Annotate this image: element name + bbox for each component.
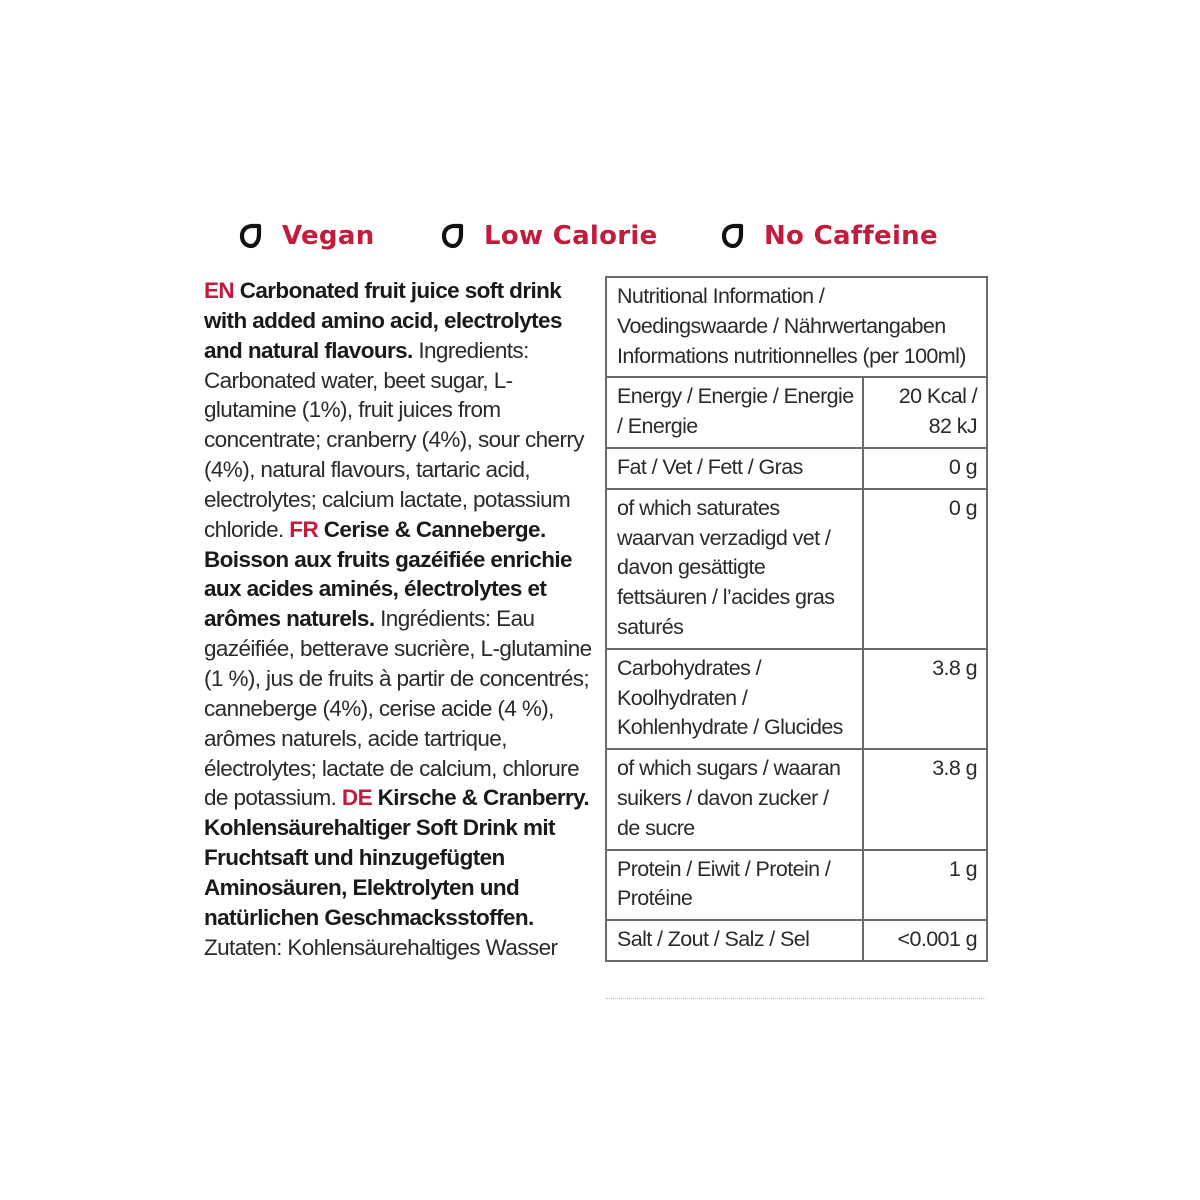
lang-code-fr: FR <box>283 516 319 542</box>
ingredients-en: Ingredients: Carbonated water, beet sugar, L-glutamine (1%), fruit juices from concentrate; cranberry (4%), sour cherry (4%), natural flavours, tartaric acid, electrolytes; calcium lactate, potassium chloride. <box>204 337 584 542</box>
nutrient-value: 1 g <box>863 850 987 921</box>
ingredients-fr: Ingrédients: Eau gazéifiée, betterave sucrière, L-glutamine (1 %), jus de fruits à partir de concentrés; canneberge (4%), cerise acide (4 %), arômes naturels, acide tartrique, électrolytes; lactate de calcium, chlorure de potassium. <box>204 606 592 811</box>
table-cut-edge <box>606 998 986 1003</box>
badge-label: Vegan <box>282 221 375 251</box>
nutrient-value: 0 g <box>863 448 987 489</box>
table-row <box>606 850 987 921</box>
leaf-icon <box>718 221 748 251</box>
nutrient-label: of which saturates waarvan verzadigd vet / davon gesättigte fettsäuren / l’acides gras saturés <box>606 489 863 649</box>
ingredients-de: Zutaten: Kohlensäurehaltiges Wasser <box>204 934 558 960</box>
table-row <box>606 448 987 489</box>
nutrient-value: 3.8 g <box>863 749 987 849</box>
nutrition-header: Nutritional Information / Voedingswaarde / Nährwertangaben Informations nutritionnelles (per 100ml) <box>606 277 987 377</box>
nutrition-table <box>605 276 988 962</box>
nutrient-label: Fat / Vet / Fett / Gras <box>606 448 863 489</box>
nutrition-header-row <box>606 277 987 377</box>
badge-label: Low Calorie <box>484 221 658 251</box>
nutrient-label: Energy / Energie / Energie / Energie <box>606 377 863 448</box>
badge-vegan <box>236 216 375 256</box>
badge-no-caffeine <box>718 216 938 256</box>
nutrient-label: Salt / Zout / Salz / Sel <box>606 920 863 961</box>
lang-code-de: DE <box>336 785 372 811</box>
table-row <box>606 920 987 961</box>
nutrient-value: <0.001 g <box>863 920 987 961</box>
ingredients-text <box>204 276 596 1004</box>
product-title-en: Carbonated fruit juice soft drink with added amino acid, electrolytes and natural flavours. <box>204 278 562 363</box>
badge-label: No Caffeine <box>764 221 938 251</box>
table-row <box>606 489 987 649</box>
nutrient-value: 0 g <box>863 489 987 649</box>
nutrient-label: Protein / Eiwit / Protein / Protéine <box>606 850 863 921</box>
leaf-icon <box>236 221 266 251</box>
table-row <box>606 377 987 448</box>
feature-badges <box>0 216 1200 256</box>
nutrient-value: 3.8 g <box>863 649 987 749</box>
nutrient-label: Carbohydrates / Koolhydraten / Kohlenhydrate / Glucides <box>606 649 863 749</box>
product-title-de: Kirsche & Cranberry. Kohlensäurehaltiger Soft Drink mit Fruchtsaft und hinzugefügten Aminosäuren, Elektrolyten und natürlichen Geschmacksstoffen. <box>204 785 590 930</box>
table-row <box>606 749 987 849</box>
leaf-icon <box>438 221 468 251</box>
table-row <box>606 649 987 749</box>
badge-low-calorie <box>438 216 658 256</box>
lang-code-en: EN <box>204 278 235 303</box>
nutrient-label: of which sugars / waaran suikers / davon zucker / de sucre <box>606 749 863 849</box>
nutrient-value: 20 Kcal / 82 kJ <box>863 377 987 448</box>
product-title-fr: Cerise & Canneberge. Boisson aux fruits gazéifiée enrichie aux acides aminés, électrolytes et arômes naturels. <box>204 516 572 632</box>
